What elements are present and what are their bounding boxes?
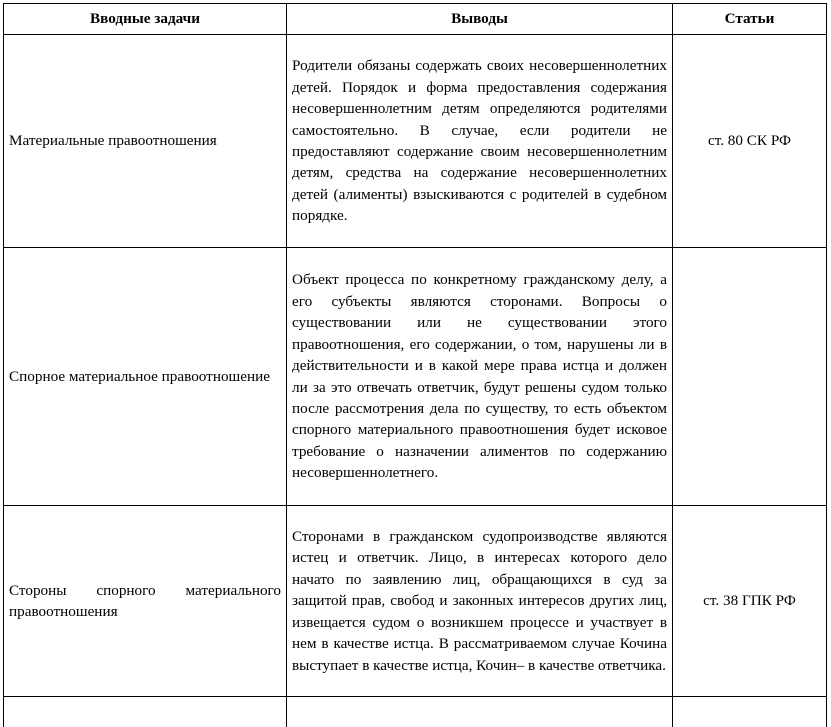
task-cell: Материальные правоотношения [4, 35, 287, 248]
empty-cell [4, 697, 287, 727]
article-cell: ст. 38 ГПК РФ [673, 506, 827, 697]
header-articles: Статьи [673, 4, 827, 35]
table-row [4, 35, 827, 248]
conclusion-cell: Сторонами в гражданском судопроизводстве являются истец и ответчик. Лицо, в интересах которого дело начато по заявлению лиц, обращающихся в суд за защитой прав, свобод и законных интересов других лиц, извещается судом о возникшем процессе и участвует в нем в качестве истца. В рассматриваемом случае Кочина выступает в качестве истца, Кочин– в качестве ответчика. [287, 506, 673, 697]
legal-analysis-table [3, 3, 827, 727]
table-row [4, 506, 827, 697]
article-cell [673, 248, 827, 506]
table-row [4, 248, 827, 506]
table-row-partial [4, 697, 827, 727]
header-conclusions: Выводы [287, 4, 673, 35]
conclusion-cell: Родители обязаны содержать своих несовершеннолетних детей. Порядок и форма предоставления содержания несовершеннолетним детям определяются родителями самостоятельно. В случае, если родители не предоставляют содержание своим несовершеннолетним детям, средства на содержание несовершеннолетних детей (алименты) взыскиваются с родителей в судебном порядке. [287, 35, 673, 248]
task-cell: Стороны спорного материального правоотношения [4, 506, 287, 697]
empty-cell [673, 697, 827, 727]
article-cell: ст. 80 СК РФ [673, 35, 827, 248]
task-cell: Спорное материальное правоотношение [4, 248, 287, 506]
empty-cell [287, 697, 673, 727]
conclusion-cell: Объект процесса по конкретному гражданскому делу, а его субъекты являются сторонами. Вопросы о существовании или не существовании этого правоотношения, его содержании, о том, нарушены ли в действительности и в какой мере права истца и должен ли за это отвечать ответчик, будут решены судом только после рассмотрения дела по существу, то есть объектом спорного материального правоотношения будет исковое требование о назначении алиментов по содержанию несовершеннолетнего. [287, 248, 673, 506]
header-tasks: Вводные задачи [4, 4, 287, 35]
table-header-row [4, 4, 827, 35]
